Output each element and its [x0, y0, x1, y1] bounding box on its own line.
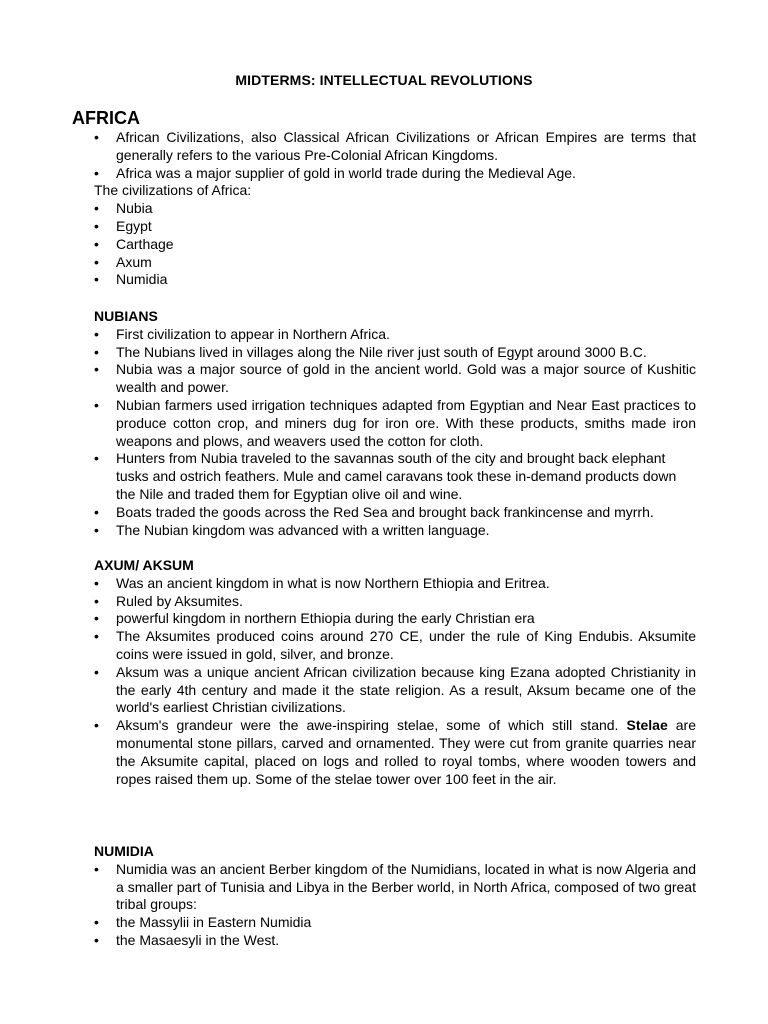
bullet-icon: • [94, 343, 99, 360]
bullet-icon: • [94, 164, 99, 181]
bullet-icon: • [94, 450, 99, 467]
bullet-icon: • [94, 325, 99, 342]
list-item: • African Civilizations, also Classical African Civilizations or African Empires are terms that generally refers to the various Pre-Colonial African Kingdoms. [94, 129, 696, 163]
stelae-term: Stelae [626, 717, 668, 734]
bullet-icon: • [94, 860, 99, 877]
bullet-icon: • [94, 914, 99, 931]
africa-section [94, 129, 696, 289]
bullet-icon: • [94, 628, 99, 645]
list-item: • the Masaesyli in the West. [94, 931, 280, 948]
list-item: • Nubian farmers used irrigation techniques adapted from Egyptian and Near East practices to produce cotton crop, and miners dug for iron ore. With these products, smiths made iron weapons and plows, and weavers used the cotton for cloth. [94, 396, 696, 449]
list-item: • powerful kingdom in northern Ethiopia during the early Christian era [94, 610, 535, 627]
bullet-icon: • [94, 396, 99, 413]
list-item: • Carthage [94, 235, 174, 252]
bullet-icon: • [94, 610, 99, 627]
list-item: • Boats traded the goods across the Red Sea and brought back frankincense and myrrh. [94, 503, 654, 520]
list-item: • Nubia was a major source of gold in the ancient world. Gold was a major source of Kushitic wealth and power. [94, 361, 696, 396]
bullet-icon: • [94, 592, 99, 609]
list-item: • Numidia [94, 271, 168, 288]
list-item: • First civilization to appear in Northern Africa. [94, 325, 390, 342]
bullet-icon: • [94, 129, 99, 145]
list-item: • Africa was a major supplier of gold in world trade during the Medieval Age. [94, 164, 576, 181]
bullet-icon: • [94, 200, 99, 217]
section-heading: NUBIANS [94, 308, 158, 324]
list-item: • Aksum was a unique ancient African civilization because king Ezana adopted Christianity in the early 4th century and made it the state religion. As a result, Aksum became one of the world's earliest Christian civilizations. [94, 663, 696, 716]
list-item: • Was an ancient kingdom in what is now Northern Ethiopia and Eritrea. [94, 574, 550, 591]
list-item: • Nubia [94, 200, 153, 217]
list-item: • The Nubians lived in villages along the Nile river just south of Egypt around 3000 B.C. [94, 343, 647, 360]
bullet-icon: • [94, 271, 99, 288]
bullet-icon: • [94, 503, 99, 520]
civilizations-intro: The civilizations of Africa: [94, 182, 252, 199]
nubians-section [94, 308, 696, 539]
list-item: • Ruled by Aksumites. [94, 592, 243, 609]
list-item: • Numidia was an ancient Berber kingdom of the Numidians, located in what is now Algeria and a smaller part of Tunisia and Libya in the Berber world, in North Africa, composed of two great tribal groups: [94, 860, 696, 913]
list-item: • Egypt [94, 217, 152, 234]
list-item: • Axum [94, 253, 152, 270]
list-item: • Aksum's grandeur were the awe-inspiring stelae, some of which still stand. Stelae are monumental stone pillars, carved and ornamented. They were cut from granite quarries near the Aksumite capital, placed on logs and rolled to royal tombs, where wooden towers and ropes raised them up. Some of the stelae tower over 100 feet in the air. [94, 717, 697, 787]
africa-heading: AFRICA [72, 108, 140, 128]
section-heading: NUMIDIA [94, 843, 154, 859]
axum-section [94, 557, 696, 788]
bullet-icon: • [94, 931, 99, 948]
bullet-icon: • [94, 217, 99, 234]
list-item: • The Aksumites produced coins around 270 CE, under the rule of King Endubis. Aksumite coins were issued in gold, silver, and bronze. [94, 628, 696, 662]
bullet-icon: • [94, 663, 99, 680]
bullet-icon: • [94, 361, 99, 378]
section-heading: AXUM/ AKSUM [94, 557, 194, 573]
bullet-icon: • [94, 717, 99, 734]
bullet-icon: • [94, 235, 99, 252]
bullet-icon: • [94, 253, 99, 270]
list-item: • Hunters from Nubia traveled to the savannas south of the city and brought back elephant tusks and ostrich feathers. Mule and camel caravans took these in-demand products down the Nile and traded them for Egyptian olive oil and wine. [94, 450, 677, 502]
bullet-icon: • [94, 521, 99, 538]
bullet-icon: • [94, 574, 99, 591]
numidia-section [94, 843, 696, 950]
list-item: • the Massylii in Eastern Numidia [94, 914, 312, 931]
list-item: • The Nubian kingdom was advanced with a written language. [94, 521, 490, 538]
document-title: MIDTERMS: INTELLECTUAL REVOLUTIONS [235, 72, 533, 88]
